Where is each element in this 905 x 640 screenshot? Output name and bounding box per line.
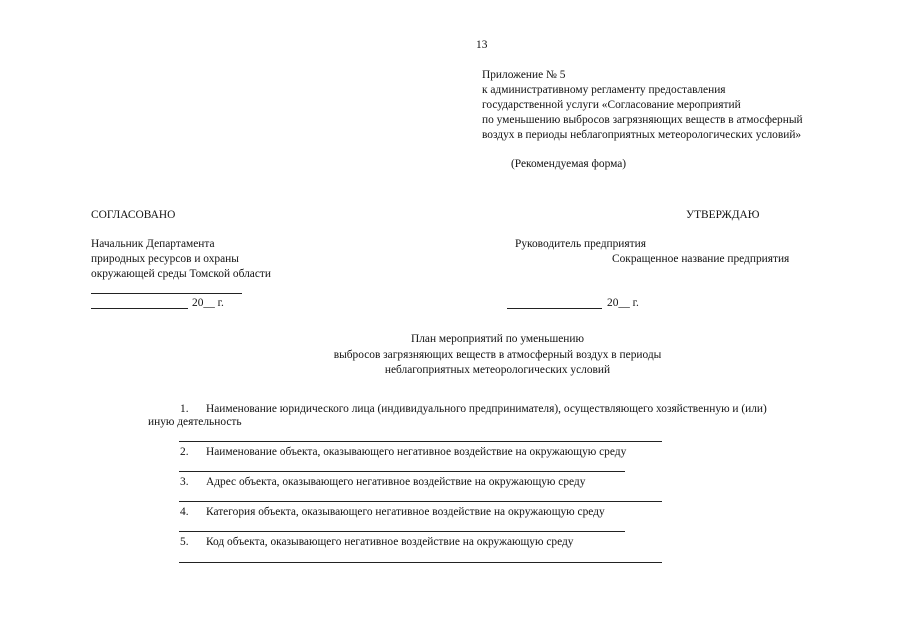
agreed-line: Начальник Департамента <box>91 238 215 250</box>
fill-in-line <box>179 562 662 563</box>
plan-title-line: выбросов загрязняющих веществ в атмосферный воздух в периоды <box>333 348 662 361</box>
appendix-block <box>482 68 803 143</box>
left-date: 20__ г. <box>192 297 224 309</box>
date-blank-line <box>507 308 602 309</box>
approve-heading: УТВЕРЖДАЮ <box>686 209 760 221</box>
appendix-title: Приложение № 5 <box>482 69 566 81</box>
right-date: 20__ г. <box>607 297 639 309</box>
item-number: 2. <box>180 446 189 458</box>
appendix-line: государственной услуги «Согласование мероприятий <box>482 99 741 111</box>
page-number: 13 <box>476 39 488 51</box>
item-number: 4. <box>180 506 189 518</box>
item-number: 1. <box>180 403 189 415</box>
fill-in-line <box>179 501 662 502</box>
agreed-line: природных ресурсов и охраны <box>91 253 239 265</box>
appendix-line: воздух в периоды неблагоприятных метеорологических условий» <box>482 129 802 141</box>
fill-in-line <box>179 531 625 532</box>
plan-title <box>0 332 905 379</box>
fill-in-line <box>179 441 662 442</box>
form-note: (Рекомендуемая форма) <box>511 158 627 170</box>
agreed-heading: СОГЛАСОВАНО <box>91 209 176 221</box>
org-name: Сокращенное название предприятия <box>612 253 790 265</box>
appendix-line: к административному регламенту предоставления <box>482 84 726 96</box>
appendix-line: по уменьшению выбросов загрязняющих веществ в атмосферный <box>482 114 803 126</box>
item-label: Адрес объекта, оказывающего негативное воздействие на окружающую среду <box>206 476 586 488</box>
signature-line <box>91 293 242 294</box>
fill-in-line <box>179 471 625 472</box>
item-label-continued: иную деятельность <box>148 416 242 428</box>
item-label: Наименование объекта, оказывающего негативное воздействие на окружающую среду <box>206 446 627 458</box>
item-number: 3. <box>180 476 189 488</box>
item-label: Код объекта, оказывающего негативное воздействие на окружающую среду <box>206 536 574 548</box>
approver-position: Руководитель предприятия <box>515 238 646 250</box>
date-blank-line <box>91 308 188 309</box>
plan-title-line: неблагоприятных метеорологических условий <box>384 364 611 376</box>
agreed-line: окружающей среды Томской области <box>91 268 271 280</box>
item-label: Наименование юридического лица (индивидуального предпринимателя), осуществляющего хозяйственную и (или) <box>206 403 767 415</box>
item-label: Категория объекта, оказывающего негативное воздействие на окружающую среду <box>206 506 605 518</box>
item-number: 5. <box>180 536 189 548</box>
plan-title-line: План мероприятий по уменьшению <box>411 333 584 345</box>
